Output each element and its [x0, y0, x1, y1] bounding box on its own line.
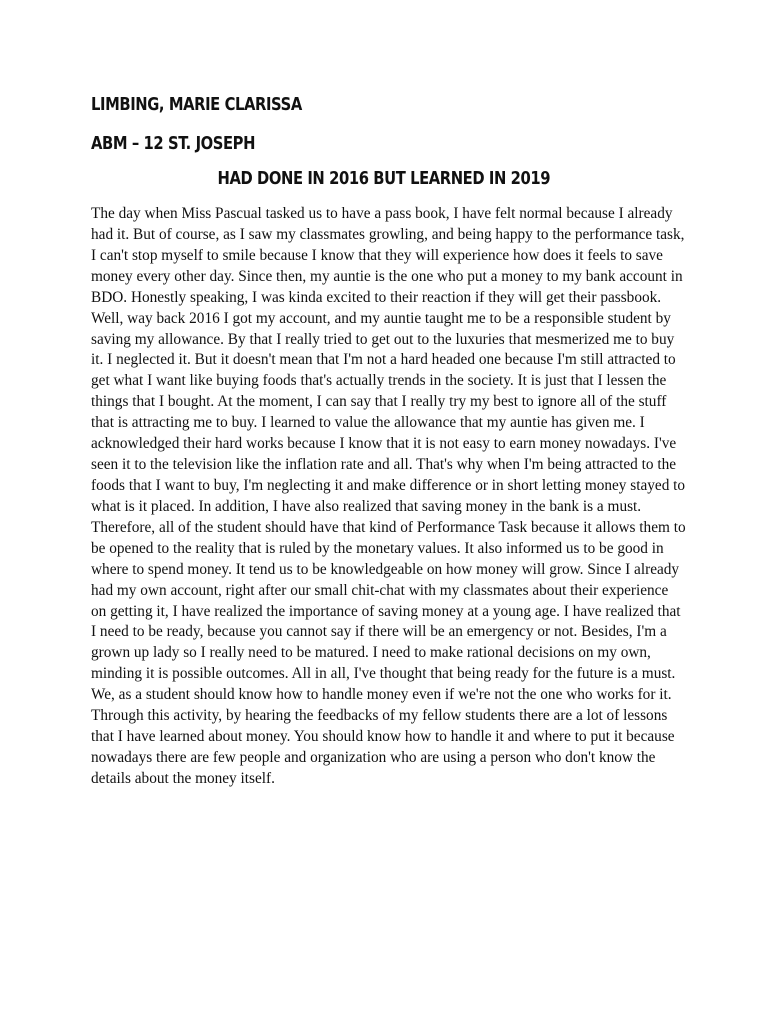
document-title: HAD DONE IN 2016 BUT LEARNED IN 2019 — [217, 168, 551, 189]
document-title-wrapper — [0, 168, 768, 190]
author-name: LIMBING, MARIE CLARISSA — [91, 94, 302, 115]
body-paragraph: The day when Miss Pascual tasked us to have a pass book, I have felt normal because I already had it. But of course, as I saw my classmates growling, and being happy to the performance task, I can't stop myself to smile because I know that they will experience how does it feels to save money every other day. Since then, my auntie is the one who put a money to my bank account in BDO. Honestly speaking, I was kinda excited to their reaction if they will get their passbook. Well, way back 2016 I got my account, and my auntie taught me to be a responsible student by saving my allowance. By that I really tried to get out to the luxuries that mesmerized me to buy it. I neglected it. But it doesn't mean that I'm not a hard headed one because I'm still attracted to get what I want like buying foods that's actually trends in the society. It is just that I lessen the things that I bought. At the moment, I can say that I really try my best to ignore all of the stuff that is attracting me to buy. I learned to value the allowance that my auntie has given me. I acknowledged their hard works because I know that it is not easy to earn money nowadays. I've seen it to the television like the inflation rate and all. That's why when I'm being attracted to the foods that I want to buy, I'm neglecting it and make difference or in short letting money stayed to what is it placed. In addition, I have also realized that saving money in the bank is a must. Therefore, all of the student should have that kind of Performance Task because it allows them to be opened to the reality that is ruled by the monetary values. It also informed us to be good in where to spend money. It tend us to be knowledgeable on how money will grow. Since I already had my own account, right after our small chit-chat with my classmates about their experience on getting it, I have realized the importance of saving money at a young age. I have realized that I need to be ready, because you cannot say if there will be an emergency or not. Besides, I'm a grown up lady so I really need to be matured. I need to make rational decisions on my own, minding it is possible outcomes. All in all, I've thought that being ready for the future is a must. We, as a student should know how to handle money even if we're not the one who works for it. Through this activity, by hearing the feedbacks of my fellow students there are a lot of lessons that I have learned about money. You should know how to handle it and where to put it because nowadays there are few people and organization who are using a person who don't know the details about the money itself. — [91, 205, 686, 787]
section-label: ABM – 12 ST. JOSEPH — [91, 133, 256, 154]
